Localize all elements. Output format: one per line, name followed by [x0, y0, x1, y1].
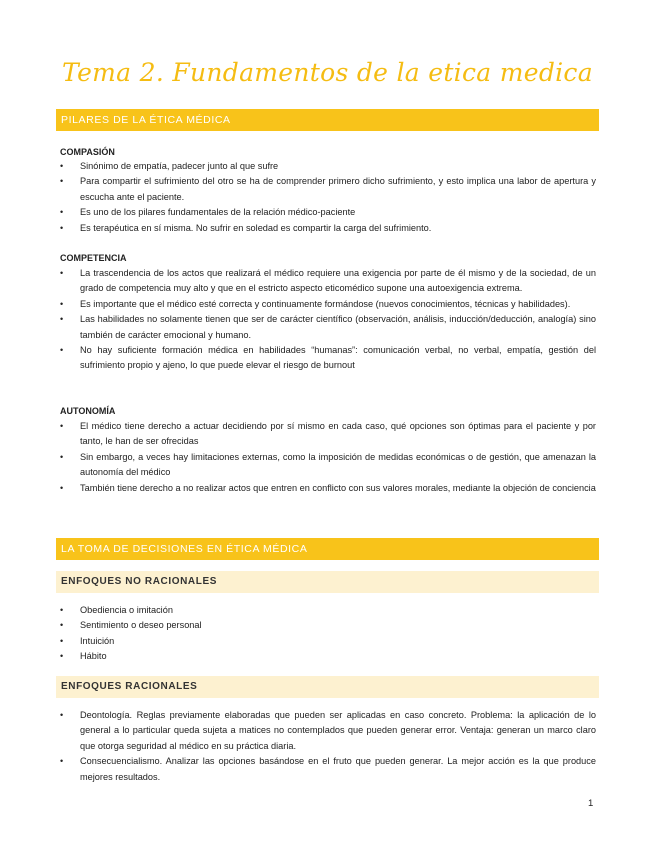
bullet-icon: •	[60, 635, 64, 646]
bullet-icon: •	[60, 222, 64, 233]
subheading-compasion: COMPASIÓN	[60, 147, 115, 157]
list-compasion	[60, 159, 596, 236]
list-item: • Es terapéutica en sí misma. No sufrir en soledad es compartir la carga del sufrimiento.	[60, 221, 596, 236]
list-item: • La trascendencia de los actos que realizará el médico requiere una exigencia por parte de él mismo y de la sociedad, de un grado de competencia muy alto y que en el estricto aspecto eticomédico supone una autoexigencia extrema.	[60, 268, 596, 294]
list-item: • También tiene derecho a no realizar actos que entren en conflicto con sus valores morales, mediante la objeción de conciencia	[60, 481, 596, 496]
subheading-no-racionales: ENFOQUES NO RACIONALES	[56, 571, 599, 593]
list-item: • Consecuencialismo. Analizar las opciones basándose en el fruto que pueden generar. La mejor acción es la que produce mejores resultados.	[60, 756, 596, 782]
list-item: • Deontología. Reglas previamente elaboradas que pueden ser aplicadas en caso concreto. Problema: la aplicación de lo general a lo particular queda sujeta a matices no contemplados que pueden generar error. Ventaja: generan un marco claro que otorga seguridad al médico en su práctica diaria.	[60, 710, 596, 751]
page-number: 1	[588, 798, 594, 809]
bullet-icon: •	[60, 314, 64, 325]
subheading-racionales: ENFOQUES RACIONALES	[56, 676, 599, 698]
section-heading-pilares: PILARES DE LA ÉTICA MÉDICA	[56, 109, 599, 131]
bullet-icon: •	[60, 268, 64, 278]
bullet-icon: •	[60, 298, 64, 309]
bullet-icon: •	[60, 605, 64, 615]
list-competencia	[60, 266, 596, 374]
section-heading-toma-decisiones: LA TOMA DE DECISIONES EN ÉTICA MÉDICA	[56, 538, 599, 560]
list-item: • Hábito	[60, 649, 596, 664]
subheading-competencia: COMPETENCIA	[60, 253, 127, 263]
subheading-autonomia: AUTONOMÍA	[60, 406, 116, 416]
bullet-icon: •	[60, 451, 64, 462]
page-title: Tema 2. Fundamentos de la etica medica	[62, 58, 593, 87]
list-item: • Obediencia o imitación	[60, 603, 596, 618]
bullet-icon: •	[60, 207, 64, 218]
list-item: • Sentimiento o deseo personal	[60, 618, 596, 633]
list-item: • Para compartir el sufrimiento del otro se ha de comprender primero dicho sufrimiento, y esto implica una labor de apertura y escucha ante el paciente.	[60, 176, 596, 202]
list-item: • Es uno de los pilares fundamentales de la relación médico-paciente	[60, 205, 596, 220]
bullet-icon: •	[60, 651, 64, 662]
bullet-icon: •	[60, 710, 64, 720]
list-item: • Las habilidades no solamente tienen que ser de carácter científico (observación, análisis, inducción/deducción, analogía) sino también de carácter emocional y humano.	[60, 314, 596, 340]
list-item: • Sin embargo, a veces hay limitaciones externas, como la imposición de medidas económicas o de gestión, que amenazan la autonomía del médico	[60, 451, 596, 478]
bullet-icon: •	[60, 421, 64, 431]
bullet-icon: •	[60, 756, 64, 767]
list-item: • Sinónimo de empatía, padecer junto al que sufre	[60, 159, 596, 174]
list-item: • Intuición	[60, 634, 596, 649]
bullet-icon: •	[60, 620, 64, 631]
bullet-icon: •	[60, 482, 64, 493]
list-item: • Es importante que el médico esté correcta y continuamente formándose (nuevos conocimientos, técnicas y habilidades).	[60, 297, 596, 312]
list-racionales	[60, 708, 596, 785]
list-autonomia	[60, 419, 596, 496]
list-item: • El médico tiene derecho a actuar decidiendo por sí mismo en cada caso, qué opciones son óptimas para el paciente y por tanto, le han de ser ofrecidas	[60, 421, 596, 447]
bullet-icon: •	[60, 161, 64, 171]
bullet-icon: •	[60, 176, 64, 187]
list-item: • No hay suficiente formación médica en habilidades “humanas”: comunicación verbal, no verbal, empatía, gestión del sufrimiento propio y ajeno, lo que puede elevar el riesgo de burnout	[60, 345, 596, 371]
list-no-racionales	[60, 603, 596, 665]
bullet-icon: •	[60, 345, 64, 356]
